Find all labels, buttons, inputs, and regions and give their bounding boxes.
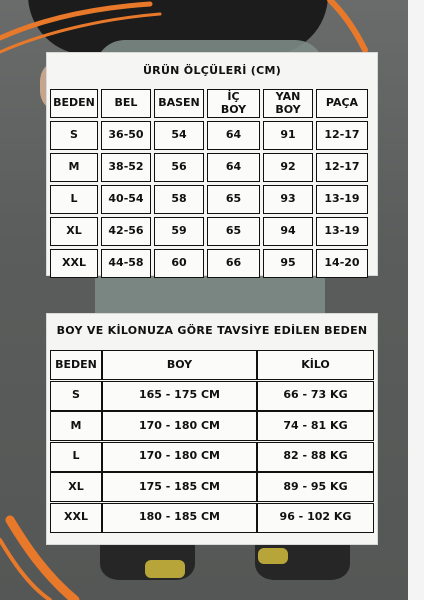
header-cell — [102, 350, 257, 380]
table-cell — [50, 472, 102, 502]
cell-text: 56 — [171, 160, 187, 174]
table-cell — [257, 503, 374, 533]
cell-text: 36-50 — [108, 128, 144, 142]
cell-text: 14-20 — [324, 256, 360, 270]
cell-text: M — [70, 418, 82, 432]
table-cell — [257, 442, 374, 472]
cell-text: 60 — [171, 256, 187, 270]
header-cell — [50, 89, 98, 118]
cell-text: XL — [66, 224, 82, 238]
cell-text: 13-19 — [324, 192, 360, 206]
cell-text: 65 — [225, 192, 242, 206]
cell-text: XXL — [62, 256, 86, 270]
table-cell — [263, 185, 313, 214]
table-cell — [102, 472, 257, 502]
cell-text: S — [72, 388, 80, 402]
cell-text: 44-58 — [108, 256, 144, 270]
cell-text: 165 - 175 CM — [139, 388, 220, 402]
cell-text: 92 — [280, 160, 296, 174]
cell-text: 38-52 — [108, 160, 144, 174]
product-size-table-title: ÜRÜN ÖLÇÜLERİ (CM) — [142, 64, 282, 77]
table-cell — [102, 442, 257, 472]
table-cell — [207, 217, 260, 246]
table-cell — [257, 472, 374, 502]
cell-text: 96 - 102 KG — [279, 510, 352, 524]
cell-text: 175 - 185 CM — [139, 479, 220, 493]
table-cell — [263, 249, 313, 278]
cell-text: İÇ BOY — [220, 90, 247, 116]
cell-text: M — [68, 160, 80, 174]
cell-text: L — [72, 449, 80, 463]
cell-text: 54 — [171, 128, 187, 142]
table-cell — [316, 153, 368, 182]
cell-text: 91 — [280, 128, 296, 142]
cell-text: BEDEN — [53, 96, 95, 110]
table-cell — [207, 121, 260, 150]
cell-text: 59 — [171, 224, 187, 238]
cell-text: BOY — [166, 357, 193, 371]
header-cell — [101, 89, 151, 118]
cell-text: 65 — [225, 224, 242, 238]
table-cell — [50, 411, 102, 441]
table-cell — [102, 411, 257, 441]
table-cell — [101, 249, 151, 278]
table-cell — [101, 153, 151, 182]
table-cell — [102, 381, 257, 411]
cell-text: 180 - 185 CM — [139, 510, 220, 524]
table-cell — [257, 411, 374, 441]
product-size-table-panel — [46, 52, 378, 276]
table-cell — [263, 217, 313, 246]
cell-text: 58 — [171, 192, 187, 206]
table-cell — [50, 249, 98, 278]
cell-text: KİLO — [301, 357, 330, 371]
header-cell — [316, 89, 368, 118]
table-cell — [50, 442, 102, 472]
cell-text: S — [70, 128, 78, 142]
table-cell — [101, 185, 151, 214]
cell-text: 42-56 — [108, 224, 144, 238]
table-cell — [263, 153, 313, 182]
table-cell — [316, 185, 368, 214]
cell-text: 82 - 88 KG — [283, 449, 348, 463]
table-cell — [316, 217, 368, 246]
table-cell — [50, 185, 98, 214]
table-cell — [207, 185, 260, 214]
cell-text: BEL — [114, 96, 138, 110]
cell-text: 74 - 81 KG — [283, 418, 348, 432]
header-cell — [263, 89, 313, 118]
table-cell — [316, 121, 368, 150]
table-cell — [207, 153, 260, 182]
table-cell — [154, 153, 204, 182]
cell-text: XL — [68, 479, 84, 493]
cell-text: 89 - 95 KG — [283, 479, 348, 493]
table-cell — [50, 217, 98, 246]
cell-text: BASEN — [158, 96, 200, 110]
header-cell — [50, 350, 102, 380]
header-cell — [154, 89, 204, 118]
cell-text: 94 — [280, 224, 296, 238]
table-cell — [50, 503, 102, 533]
header-cell — [257, 350, 374, 380]
cell-text: 12-17 — [324, 128, 360, 142]
recommended-size-table-panel — [46, 313, 378, 545]
cell-text: 93 — [280, 192, 296, 206]
table-cell — [154, 121, 204, 150]
cell-text: 64 — [225, 160, 242, 174]
table-cell — [316, 249, 368, 278]
cell-text: BEDEN — [55, 357, 97, 371]
table-cell — [154, 217, 204, 246]
table-cell — [257, 381, 374, 411]
cell-text: 13-19 — [324, 224, 360, 238]
cell-text: L — [70, 192, 78, 206]
cell-text: 95 — [280, 256, 296, 270]
table-cell — [207, 249, 260, 278]
cell-text: 64 — [225, 128, 242, 142]
table-cell — [50, 381, 102, 411]
table-cell — [263, 121, 313, 150]
cell-text: YAN BOY — [275, 90, 301, 116]
cell-text: 170 - 180 CM — [139, 418, 220, 432]
header-cell — [207, 89, 260, 118]
cell-text: 66 - 73 KG — [283, 388, 348, 402]
cell-text: 40-54 — [108, 192, 144, 206]
table-cell — [50, 153, 98, 182]
cell-text: 66 — [225, 256, 242, 270]
table-cell — [154, 185, 204, 214]
table-cell — [50, 121, 98, 150]
table-cell — [101, 217, 151, 246]
cell-text: 170 - 180 CM — [139, 449, 220, 463]
table-cell — [102, 503, 257, 533]
cell-text: XXL — [64, 510, 88, 524]
table-cell — [101, 121, 151, 150]
table-cell — [154, 249, 204, 278]
cell-text: 12-17 — [324, 160, 360, 174]
recommended-size-table-title: BOY VE KİLONUZA GÖRE TAVSİYE EDİLEN BEDEN — [56, 324, 368, 337]
cell-text: PAÇA — [325, 96, 359, 110]
